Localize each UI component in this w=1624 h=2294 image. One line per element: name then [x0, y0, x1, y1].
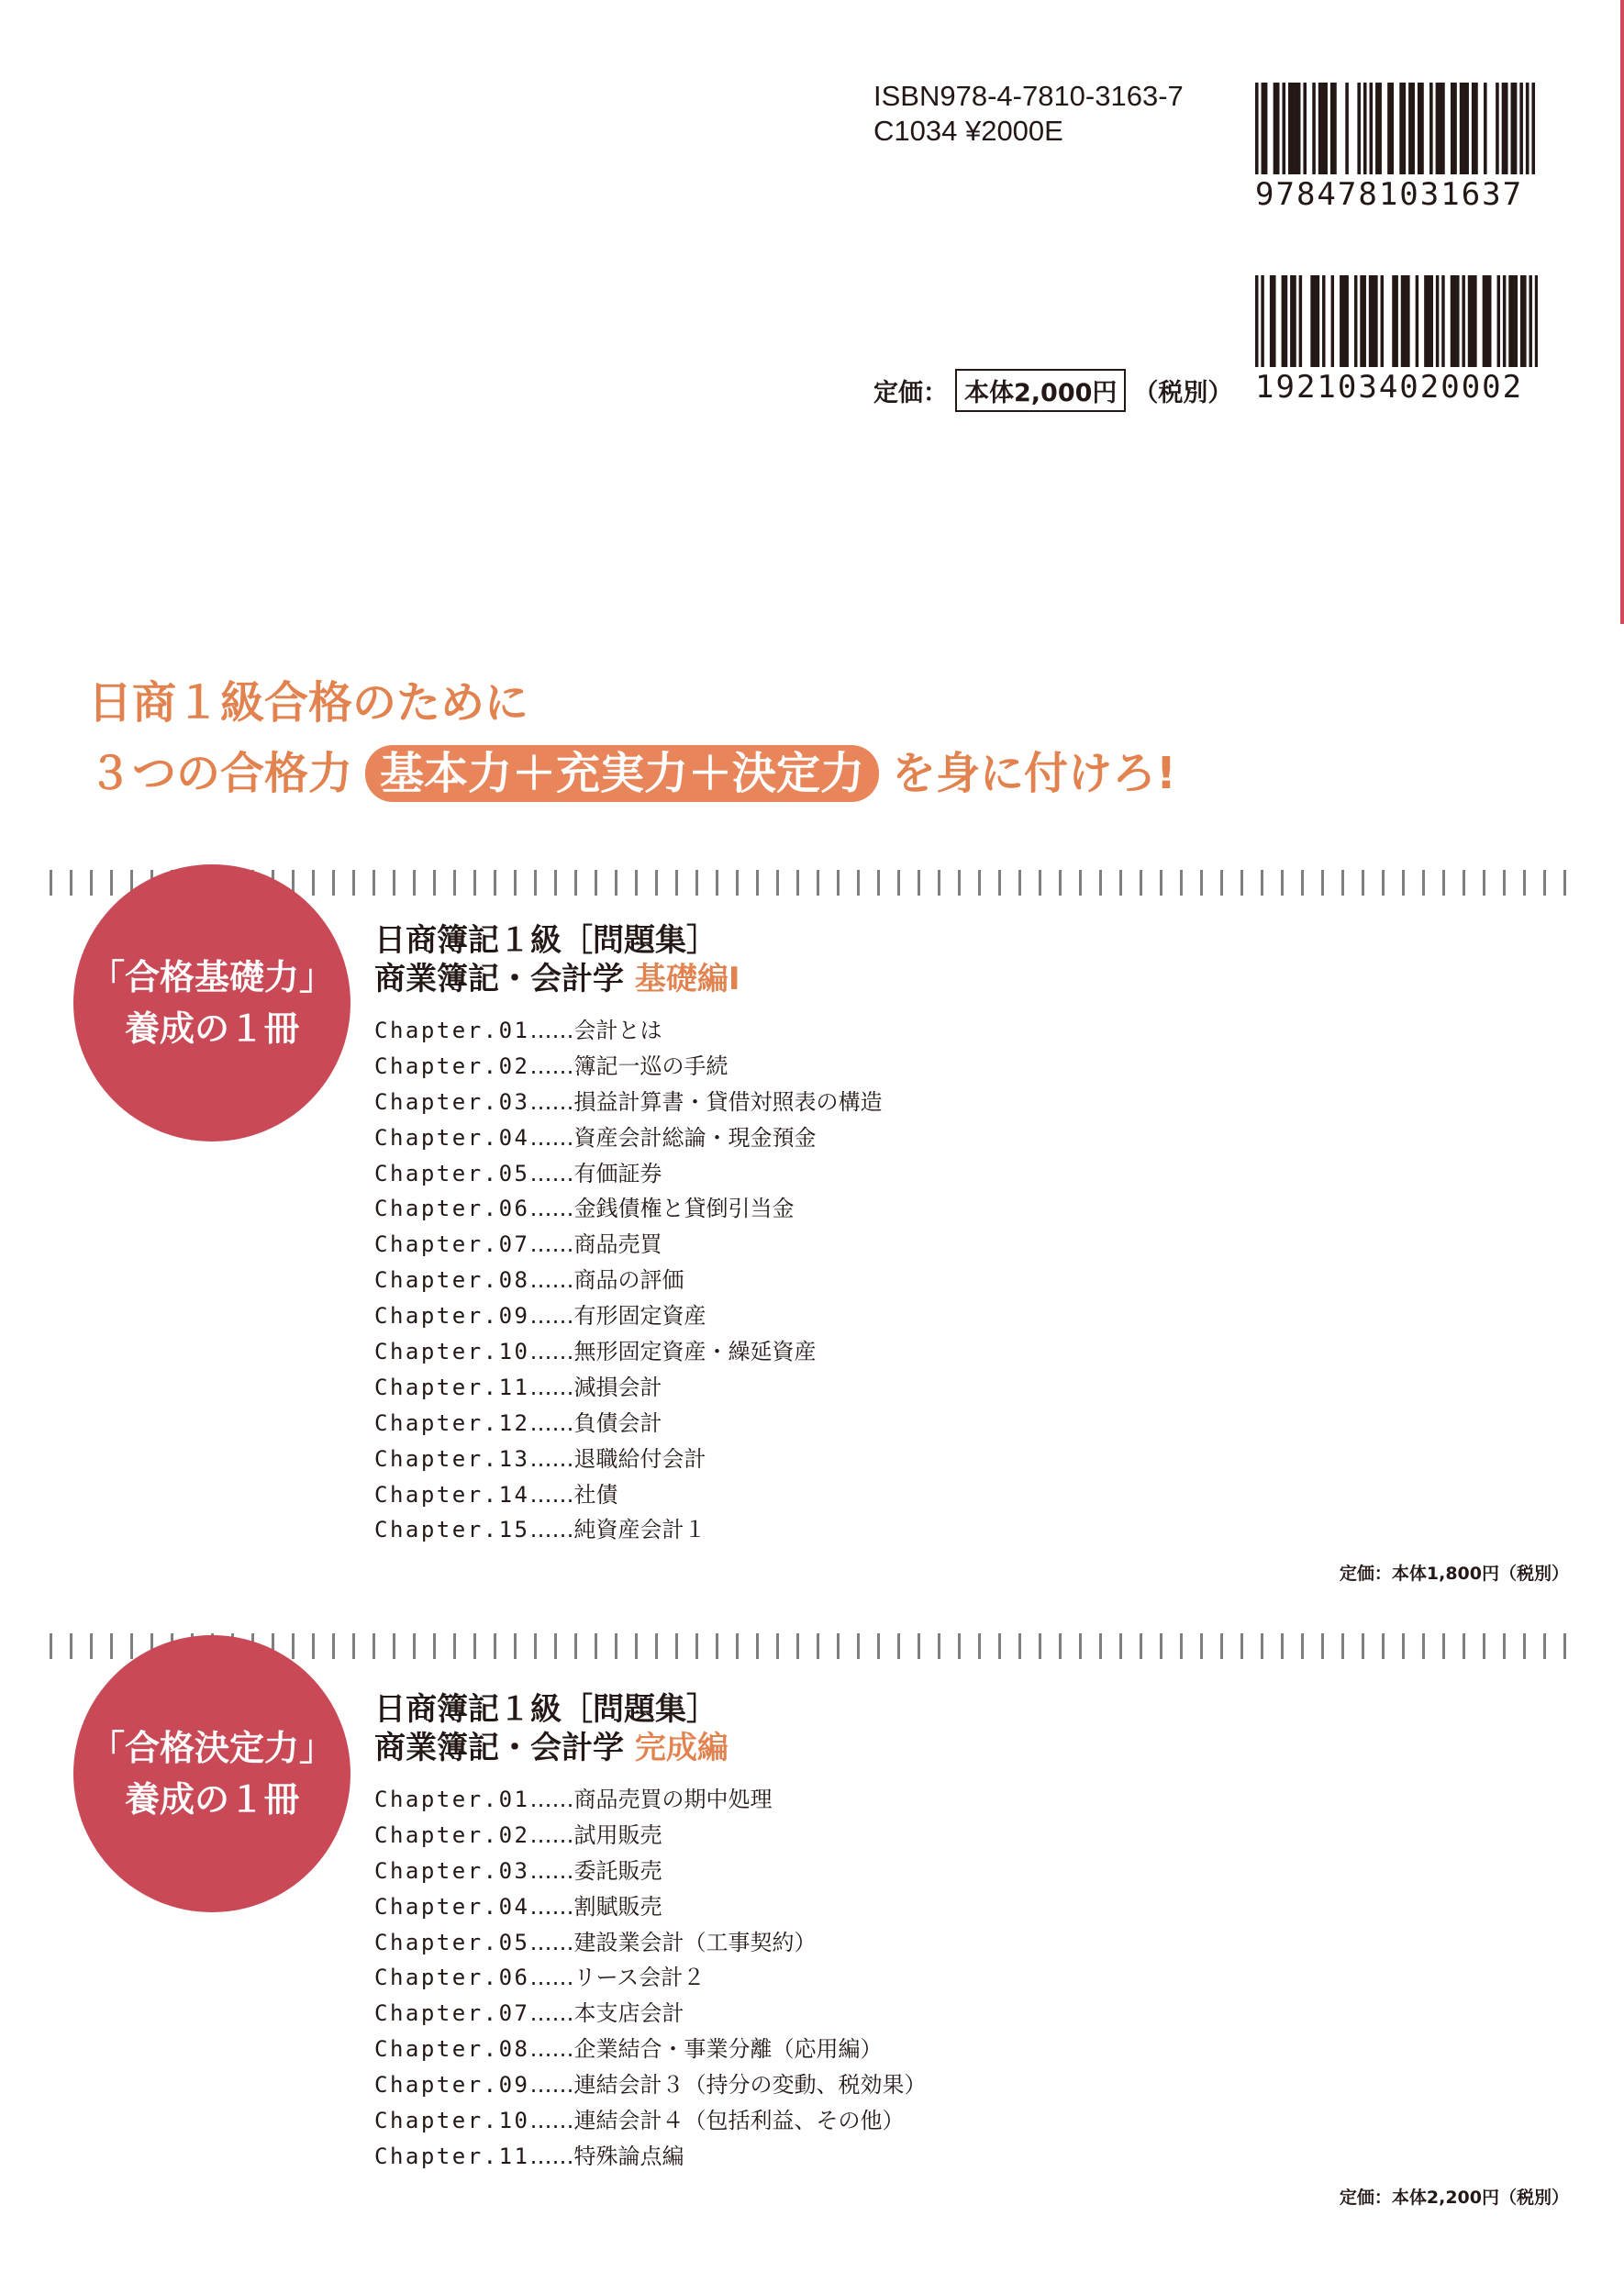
barcode-bar: [1274, 83, 1277, 174]
chapter-item: [374, 1960, 927, 1996]
barcode-bar: [1519, 83, 1523, 174]
barcode-bar: [1531, 83, 1535, 174]
barcode-bar: [1372, 275, 1374, 367]
chapter-item: [374, 1370, 883, 1406]
chapter-item: [374, 1442, 883, 1477]
headline-prefix: ３つの合格力: [88, 748, 353, 799]
chapter-title: 建設業会計（工事契約）: [573, 1929, 817, 1955]
barcode-bar: [1262, 83, 1265, 174]
barcode-bar: [1293, 275, 1296, 367]
leader-dots: ……: [529, 2000, 574, 2027]
chapter-title: 損益計算書・貸借対照表の構造: [573, 1088, 883, 1115]
barcode-bar: [1520, 275, 1523, 367]
badge-circle: [73, 1635, 350, 1912]
barcode-bar: [1324, 83, 1328, 174]
barcode-bar: [1370, 83, 1374, 174]
barcode-bar: [1535, 275, 1538, 367]
barcode-bar: [1303, 83, 1307, 174]
barcode-bar: [1502, 83, 1506, 174]
headline-suffix: を身に付けろ!: [892, 748, 1176, 799]
chapter-number: Chapter.02: [374, 1052, 530, 1079]
chapter-title: 割賦販売: [573, 1893, 662, 1920]
barcode-bar: [1503, 275, 1506, 367]
chapter-number: Chapter.15: [374, 1517, 530, 1543]
barcode-bar: [1496, 83, 1499, 174]
badge-line-1: 「合格基礎力」: [89, 957, 334, 997]
barcode-bar: [1453, 83, 1457, 174]
chapter-number: Chapter.02: [374, 1821, 530, 1848]
barcode-bar: [1345, 275, 1348, 367]
barcode-bar: [1451, 275, 1453, 367]
barcode-bar: [1429, 83, 1433, 174]
chapter-item: [374, 1298, 883, 1334]
chapter-item: [374, 2032, 927, 2067]
barcode-bar: [1255, 275, 1258, 367]
chapter-item: [374, 1406, 883, 1442]
chapter-item: [374, 1889, 927, 1925]
leader-dots: ……: [529, 1409, 574, 1436]
barcode-bar: [1261, 275, 1263, 367]
chapter-title: 企業結合・事業分離（応用編）: [573, 2036, 883, 2063]
chapter-item: [374, 1925, 927, 1961]
book-section-basic: [374, 921, 883, 1548]
barcode-bar: [1408, 83, 1412, 174]
leader-dots: ……: [529, 1857, 574, 1884]
badge-circle: [73, 864, 350, 1141]
chapter-item: [374, 1085, 883, 1120]
leader-dots: ……: [529, 1445, 574, 1472]
chapter-number: Chapter.09: [374, 1303, 530, 1330]
barcode-bar: [1456, 275, 1459, 367]
barcode-bar: [1314, 275, 1317, 367]
book-title-main: 商業簿記・会計学: [374, 961, 624, 997]
barcode-bar: [1488, 275, 1491, 367]
barcode-bar: [1462, 275, 1464, 367]
barcode-bar: [1392, 275, 1395, 367]
chapter-number: Chapter.04: [374, 1124, 530, 1151]
chapter-title: 有価証券: [573, 1160, 662, 1186]
leader-dots: ……: [529, 1821, 574, 1848]
barcode-bar: [1297, 83, 1301, 174]
barcode-bar: [1529, 275, 1531, 367]
leader-dots: ……: [529, 1339, 574, 1365]
chapter-number: Chapter.10: [374, 2108, 530, 2134]
barcode-bar: [1463, 83, 1466, 174]
book-price: 定価：本体1,800円（税別）: [1339, 1564, 1569, 1584]
leader-dots: ……: [529, 2036, 574, 2063]
barcode-bar: [1282, 83, 1285, 174]
barcode-bar: [1295, 83, 1298, 174]
chapter-number: Chapter.09: [374, 2072, 530, 2099]
chapter-item: [374, 1227, 883, 1263]
barcode-bar: [1322, 275, 1325, 367]
chapter-item: [374, 1854, 927, 1889]
barcode-bar: [1273, 275, 1275, 367]
leader-dots: ……: [529, 1160, 574, 1186]
headline-line-2: [88, 745, 1176, 802]
badge-line-2: 養成の１冊: [124, 1779, 299, 1820]
chapter-title: 退職給付会計: [573, 1445, 706, 1472]
chapter-title: 減損会計: [573, 1374, 662, 1400]
barcode-bar: [1354, 275, 1357, 367]
headline-pill: 基本力＋充実力＋決定力: [365, 745, 879, 802]
barcode-bar: [1291, 83, 1295, 174]
price-label: 定価：: [873, 379, 948, 407]
barcode-bar: [1390, 83, 1394, 174]
chapter-number: Chapter.03: [374, 1088, 530, 1115]
barcode-bar: [1399, 83, 1403, 174]
barcode-bar: [1407, 275, 1409, 367]
chapter-title: 特殊論点編: [573, 2143, 684, 2169]
chapter-item: [374, 2139, 927, 2175]
chapter-item: [374, 1996, 927, 2032]
chapter-number: Chapter.14: [374, 1481, 530, 1508]
chapter-number: Chapter.08: [374, 2036, 530, 2063]
barcode-bar: [1331, 275, 1334, 367]
chapter-item: [374, 1013, 883, 1049]
barcode-bar: [1460, 83, 1463, 174]
chapter-item: [374, 1049, 883, 1085]
barcode-bar: [1424, 275, 1427, 367]
chapter-item: [374, 2103, 927, 2139]
barcode-bar: [1360, 275, 1363, 367]
chapter-list: [374, 1013, 883, 1548]
barcode-digits: 9784781031637: [1255, 176, 1524, 213]
chapter-number: Chapter.06: [374, 1196, 530, 1222]
barcode-bar: [1441, 275, 1444, 367]
barcode-bar: [1340, 275, 1342, 367]
barcode-bar: [1381, 275, 1384, 367]
headline-line-1: 日商１級合格のために: [88, 677, 529, 729]
chapter-title: リース会計２: [573, 1965, 706, 1991]
barcode-bar: [1441, 83, 1445, 174]
chapter-item: [374, 1334, 883, 1370]
chapter-number: Chapter.13: [374, 1445, 530, 1472]
chapter-number: Chapter.03: [374, 1857, 530, 1884]
barcode-bar: [1285, 275, 1287, 367]
list-price: [873, 369, 1232, 412]
chapter-title: 連結会計４（包括利益、その他）: [573, 2108, 905, 2134]
chapter-title: 純資産会計１: [573, 1517, 706, 1543]
price-value: 本体2,000円: [955, 369, 1126, 412]
chapter-number: Chapter.04: [374, 1893, 530, 1920]
barcode-digits: 1921034020002: [1255, 369, 1524, 406]
barcode-bar: [1404, 275, 1407, 367]
leader-dots: ……: [529, 1303, 574, 1330]
barcode-bar: [1436, 83, 1440, 174]
barcode-bar: [1318, 83, 1322, 174]
leader-dots: ……: [529, 1965, 574, 1991]
barcode-bar: [1472, 83, 1475, 174]
chapter-number: Chapter.07: [374, 1231, 530, 1258]
barcode-bar: [1255, 83, 1259, 174]
barcode-bar: [1474, 275, 1476, 367]
barcode-bar: [1526, 83, 1529, 174]
chapter-title: 会計とは: [573, 1018, 662, 1043]
chapter-title: 有形固定資産: [573, 1303, 706, 1330]
price-tax-note: （税別）: [1133, 379, 1233, 407]
barcode-bars: [1255, 83, 1538, 174]
barcode-bar: [1485, 275, 1488, 367]
barcode-bar: [1514, 83, 1518, 174]
chapter-title: 本支店会計: [573, 2000, 684, 2027]
chapter-title: 商品の評価: [573, 1267, 684, 1294]
chapter-number: Chapter.08: [374, 1267, 530, 1294]
barcode-bar: [1345, 83, 1349, 174]
chapter-title: 商品売買: [573, 1231, 662, 1258]
chapter-number: Chapter.07: [374, 2000, 530, 2027]
chapter-item: [374, 1512, 883, 1548]
barcode-bar: [1387, 83, 1391, 174]
barcode-bar: [1508, 275, 1511, 367]
barcode-bar: [1375, 83, 1379, 174]
barcode-bar: [1374, 275, 1377, 367]
chapter-item: [374, 1191, 883, 1227]
badge-line-2: 養成の１冊: [124, 1008, 299, 1049]
barcode-bar: [1511, 275, 1514, 367]
barcode-bar: [1363, 275, 1365, 367]
leader-dots: ……: [529, 1052, 574, 1079]
barcode-bar: [1288, 83, 1292, 174]
chapter-item: [374, 1782, 927, 1818]
leader-dots: ……: [529, 1124, 574, 1151]
barcode-bar: [1511, 83, 1515, 174]
book-title-accent: 完成編: [634, 1730, 729, 1766]
chapter-title: 金銭債権と貸倒引当金: [573, 1196, 795, 1222]
chapter-number: Chapter.11: [374, 1374, 530, 1400]
barcode-bar: [1439, 83, 1442, 174]
price-barcode: [1255, 275, 1538, 406]
chapter-title: 負債会計: [573, 1409, 662, 1436]
barcode-bar: [1312, 83, 1316, 174]
barcode-bar: [1497, 275, 1500, 367]
leader-dots: ……: [529, 1893, 574, 1920]
book-title-line-1: 日商簿記１級［問題集］: [374, 922, 717, 959]
chapter-title: 委託販売: [573, 1857, 662, 1884]
leader-dots: ……: [529, 2143, 574, 2169]
isbn-barcode: [1255, 83, 1538, 213]
book-title-main: 商業簿記・会計学: [374, 1730, 624, 1766]
barcode-bar: [1264, 83, 1268, 174]
leader-dots: ……: [529, 1231, 574, 1258]
chapter-item: [374, 1818, 927, 1854]
barcode-bar: [1299, 275, 1302, 367]
barcode-bar: [1290, 275, 1293, 367]
chapter-title: 資産会計総論・現金預金: [573, 1124, 817, 1151]
barcode-bar: [1453, 275, 1456, 367]
barcode-bar: [1403, 83, 1407, 174]
barcode-bar: [1427, 275, 1429, 367]
book-title-accent: 基礎編Ⅰ: [634, 961, 740, 997]
barcode-bar: [1342, 275, 1345, 367]
barcode-bar: [1270, 275, 1273, 367]
leader-dots: ……: [529, 1196, 574, 1222]
chapter-title: 試用販売: [573, 1821, 662, 1848]
leader-dots: ……: [529, 1481, 574, 1508]
chapter-title: 簿記一巡の手続: [573, 1052, 729, 1079]
leader-dots: ……: [529, 1517, 574, 1543]
barcode-bar: [1465, 83, 1469, 174]
chapter-number: Chapter.05: [374, 1160, 530, 1186]
barcode-bar: [1333, 83, 1337, 174]
chapter-item: [374, 1156, 883, 1192]
barcode-bars: [1255, 275, 1538, 367]
barcode-bar: [1330, 83, 1334, 174]
leader-dots: ……: [529, 1787, 574, 1812]
barcode-bar: [1471, 275, 1474, 367]
book-section-complete: [374, 1690, 927, 2175]
book-title-line-2: [374, 960, 883, 998]
classification-code: C1034 ¥2000E: [873, 115, 1063, 147]
chapter-title: 連結会計３（持分の変動、税効果）: [573, 2072, 927, 2099]
barcode-bar: [1418, 83, 1421, 174]
leader-dots: ……: [529, 1018, 574, 1043]
leader-dots: ……: [529, 1267, 574, 1294]
chapter-title: 無形固定資産・繰延資産: [573, 1339, 817, 1365]
barcode-bar: [1483, 275, 1485, 367]
barcode-bar: [1317, 275, 1319, 367]
leader-dots: ……: [529, 1088, 574, 1115]
chapter-list: [374, 1782, 927, 2175]
barcode-bar: [1451, 83, 1454, 174]
barcode-bar: [1474, 83, 1478, 174]
barcode-bar: [1515, 275, 1518, 367]
chapter-number: Chapter.01: [374, 1018, 530, 1043]
barcode-bar: [1395, 275, 1397, 367]
barcode-bar: [1401, 275, 1404, 367]
chapter-item: [374, 1120, 883, 1156]
barcode-bar: [1484, 83, 1487, 174]
barcode-bar: [1430, 275, 1433, 367]
chapter-number: Chapter.10: [374, 1339, 530, 1365]
barcode-bar: [1321, 83, 1325, 174]
barcode-bar: [1369, 275, 1372, 367]
barcode-bar: [1357, 83, 1361, 174]
barcode-bar: [1276, 83, 1280, 174]
leader-dots: ……: [529, 2108, 574, 2134]
isbn-number: ISBN978-4-7810-3163-7: [873, 80, 1184, 112]
leader-dots: ……: [529, 1374, 574, 1400]
chapter-number: Chapter.11: [374, 2143, 530, 2169]
barcode-bar: [1416, 275, 1418, 367]
barcode-bar: [1363, 83, 1367, 174]
barcode-bar: [1436, 275, 1439, 367]
book-title-line-2: [374, 1729, 927, 1767]
chapter-title: 商品売買の期中処理: [573, 1787, 773, 1812]
barcode-bar: [1420, 83, 1424, 174]
barcode-bar: [1378, 83, 1382, 174]
barcode-bar: [1468, 275, 1471, 367]
book-title-line-1: 日商簿記１級［問題集］: [374, 1691, 717, 1728]
barcode-bar: [1310, 275, 1313, 367]
leader-dots: ……: [529, 2072, 574, 2099]
book-price: 定価：本体2,200円（税別）: [1339, 2188, 1569, 2208]
edge-accent-bar: [1620, 0, 1624, 624]
chapter-item: [374, 1263, 883, 1298]
barcode-bar: [1282, 275, 1285, 367]
barcode-bar: [1523, 275, 1526, 367]
barcode-bar: [1411, 83, 1415, 174]
chapter-number: Chapter.05: [374, 1929, 530, 1955]
barcode-bar: [1505, 83, 1508, 174]
leader-dots: ……: [529, 1929, 574, 1955]
badge-line-1: 「合格決定力」: [89, 1728, 334, 1768]
chapter-item: [374, 1477, 883, 1513]
isbn-block: [873, 79, 1184, 149]
chapter-item: [374, 2067, 927, 2103]
chapter-number: Chapter.12: [374, 1409, 530, 1436]
chapter-number: Chapter.06: [374, 1965, 530, 1991]
chapter-title: 社債: [573, 1481, 618, 1508]
chapter-number: Chapter.01: [374, 1787, 530, 1812]
